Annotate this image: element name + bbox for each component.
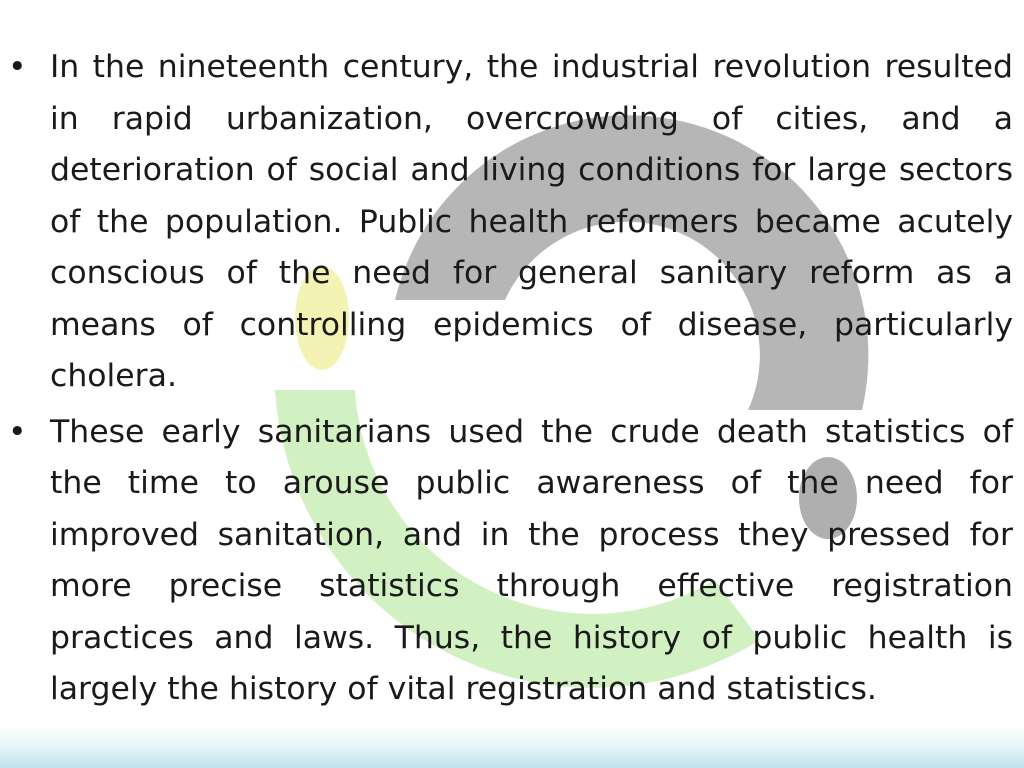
bullet-marker: •	[8, 413, 27, 450]
bullet-list	[0, 42, 1024, 716]
bottom-decorative-band	[0, 726, 1024, 768]
bullet-marker: •	[8, 49, 27, 85]
slide-content	[0, 42, 1024, 720]
bullet-item-early-sanitarians	[0, 407, 1013, 716]
bullet-text: In the nineteenth century, the industrial revolution resulted in rapid urbanization, overcrowding of cities, and a deterioration of social and living conditions for large sectors of the population. Public health reformers became acutely conscious of the need for general sanitary reform as a means of controlling epidemics of disease, particularly cholera.	[50, 49, 1013, 394]
bullet-item-industrial-revolution	[0, 42, 1013, 403]
bullet-text: These early sanitarians used the crude death statistics of the time to arouse public awareness of the need for improved sanitation, and in the process they pressed for more precise statistics through effective registration practices and laws. Thus, the history of public health is largely the history of vital registration and statistics.	[50, 413, 1013, 707]
